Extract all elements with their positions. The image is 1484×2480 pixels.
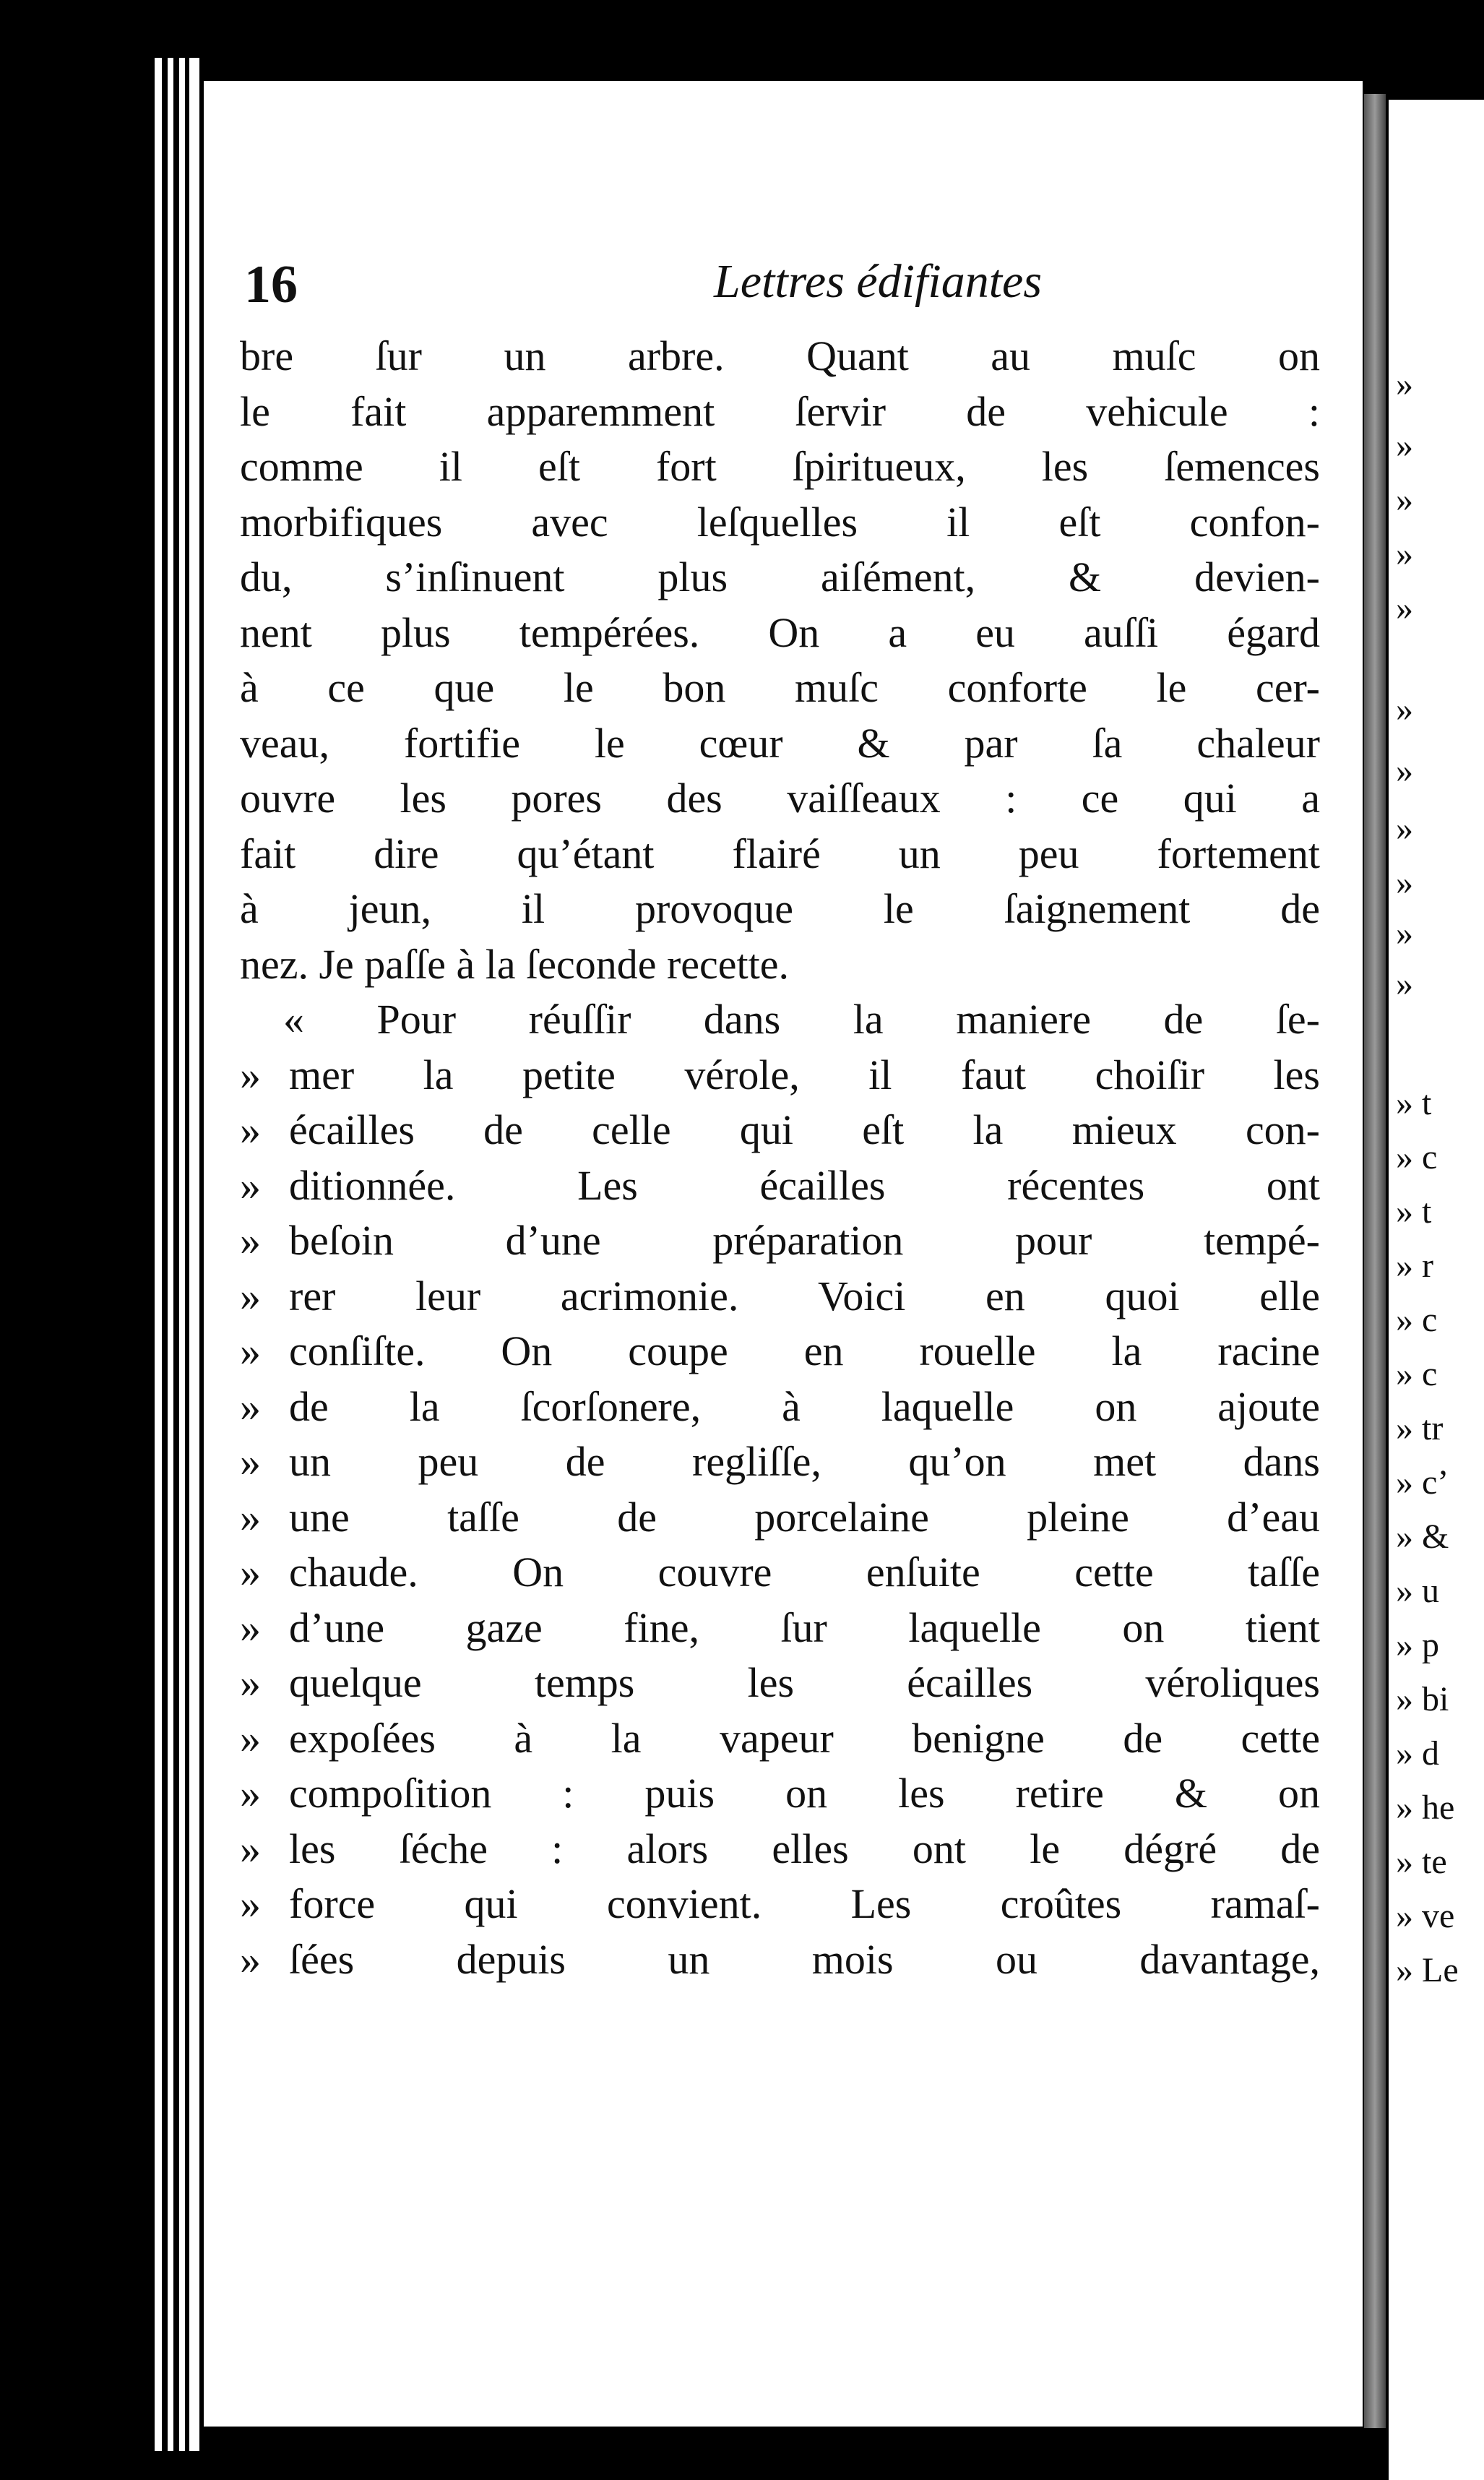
text-line: [240, 1932, 1320, 1988]
line-text: mer la petite vérole, il faut choiſir les: [289, 1051, 1320, 1098]
quote-mark: »: [240, 1382, 261, 1430]
line-text: d’une gaze fine, ſur laquelle on tient: [289, 1603, 1320, 1651]
text-line: [240, 606, 1320, 661]
facing-fragment: » Le: [1396, 1951, 1459, 1989]
facing-fragment: » tr: [1396, 1409, 1444, 1447]
text-line: [240, 495, 1320, 551]
line-text: à ce que le bon muſc conforte le cer-: [240, 664, 1320, 711]
line-text: « Pour réuſſir dans la maniere de ſe-: [283, 996, 1320, 1043]
quote-mark: »: [240, 1051, 261, 1098]
line-text: quelque temps les écailles véroliques: [289, 1659, 1320, 1706]
line-text: rer leur acrimonie. Voici en quoi elle: [289, 1272, 1320, 1319]
line-text: morbifiques avec leſquelles il eſt confon-: [240, 498, 1320, 546]
quote-mark: »: [240, 1161, 261, 1209]
page-edge: [168, 58, 173, 2451]
line-text: veau, fortifie le cœur & par ſa chaleur: [240, 719, 1320, 767]
quote-mark: »: [240, 1327, 261, 1374]
facing-fragment: » u: [1396, 1572, 1439, 1610]
facing-fragment: » t: [1396, 1192, 1432, 1231]
facing-fragment: »: [1396, 365, 1413, 403]
quote-mark: »: [240, 1438, 261, 1485]
line-text: beſoin d’une préparation pour tempé-: [289, 1217, 1320, 1264]
facing-fragment: » d: [1396, 1734, 1439, 1773]
quote-mark: »: [240, 1714, 261, 1762]
line-text: une taſſe de porcelaine pleine d’eau: [289, 1493, 1320, 1541]
facing-fragment: »: [1396, 914, 1413, 952]
text-line: [240, 1877, 1320, 1932]
text-line: [240, 1490, 1320, 1546]
facing-fragment: » c’: [1396, 1463, 1449, 1502]
quote-mark: »: [240, 1217, 261, 1264]
text-line: [240, 1545, 1320, 1601]
quote-mark: »: [240, 1493, 261, 1541]
text-line: [240, 1822, 1320, 1877]
facing-fragment: »: [1396, 426, 1413, 465]
text-line: [240, 1269, 1320, 1325]
text-line: [240, 329, 1320, 384]
quote-mark: »: [240, 1659, 261, 1706]
text-line: [240, 1656, 1320, 1711]
book-gutter: [1364, 94, 1386, 2428]
text-line: [240, 1213, 1320, 1269]
text-line: [240, 1766, 1320, 1822]
text-line: [240, 439, 1320, 495]
text-line: [240, 992, 1320, 1048]
text-line: [240, 1103, 1320, 1158]
page-header: [244, 254, 1328, 319]
line-text: chaude. On couvre enſuite cette taſſe: [289, 1549, 1320, 1596]
line-text: de la ſcorſonere, à laquelle on ajoute: [289, 1382, 1320, 1430]
line-text: ſées depuis un mois ou davantage,: [289, 1935, 1320, 1983]
quote-mark: »: [240, 1106, 261, 1153]
line-text: un peu de regliſſe, qu’on met dans: [289, 1438, 1320, 1485]
facing-fragment: »: [1396, 481, 1413, 519]
facing-fragment: » te: [1396, 1843, 1447, 1881]
text-line: [240, 827, 1320, 882]
facing-fragment: » c: [1396, 1355, 1438, 1393]
page-number: 16: [244, 255, 298, 314]
facing-fragment: » r: [1396, 1247, 1433, 1285]
facing-fragment: » ve: [1396, 1897, 1455, 1935]
facing-fragment: » c: [1396, 1138, 1438, 1176]
text-line: [240, 771, 1320, 827]
text-line: [240, 1601, 1320, 1656]
line-text: conſiſte. On coupe en rouelle la racine: [289, 1327, 1320, 1374]
page-edge: [155, 58, 162, 2451]
line-text: comme il eſt fort ſpiritueux, les ſemences: [240, 443, 1320, 490]
line-text: du, s’inſinuent plus aiſément, & devien-: [240, 554, 1320, 600]
text-line: [240, 937, 1320, 993]
line-text: les ſéche : alors elles ont le dégré de: [289, 1825, 1320, 1872]
quote-mark: »: [240, 1880, 261, 1927]
page-edge: [189, 58, 199, 2451]
line-text: fait dire qu’étant flairé un peu fortement: [240, 830, 1320, 877]
line-text: à jeun, il provoque le ſaignement de: [240, 885, 1320, 932]
line-text: écailles de celle qui eſt la mieux con-: [289, 1106, 1320, 1153]
text-line: [240, 1158, 1320, 1214]
text-line: [240, 1048, 1320, 1103]
text-line: [240, 1324, 1320, 1379]
facing-fragment: »: [1396, 809, 1413, 848]
text-line: [240, 1379, 1320, 1435]
facing-fragment: »: [1396, 864, 1413, 902]
text-line: [240, 1711, 1320, 1767]
page-edge: [179, 58, 185, 2451]
line-text: nent plus tempérées. On a eu auſſi égard: [240, 608, 1320, 656]
facing-fragment: »: [1396, 589, 1413, 627]
text-line: [240, 384, 1320, 440]
body-text: [240, 329, 1320, 1987]
facing-fragment: »: [1396, 690, 1413, 728]
facing-fragment: »: [1396, 535, 1413, 573]
facing-fragment: » p: [1396, 1626, 1439, 1664]
facing-fragment: »: [1396, 965, 1413, 1003]
facing-page: [1389, 100, 1484, 2480]
quote-mark: »: [240, 1272, 261, 1319]
line-text: ditionnée. Les écailles récentes ont: [289, 1161, 1320, 1209]
text-line: [240, 1434, 1320, 1490]
facing-fragment: » &: [1396, 1517, 1449, 1556]
line-text: nez. Je paſſe à la ſeconde recette.: [240, 940, 789, 988]
line-text: bre ſur un arbre. Quant au muſc on: [240, 332, 1320, 379]
line-text: expoſées à la vapeur benigne de cette: [289, 1714, 1320, 1762]
quote-mark: »: [240, 1825, 261, 1872]
text-line: [240, 550, 1320, 606]
running-title: Lettres édifiantes: [714, 255, 1043, 308]
line-text: force qui convient. Les croûtes ramaſ-: [289, 1880, 1320, 1927]
text-line: [240, 716, 1320, 772]
quote-mark: »: [240, 1603, 261, 1651]
quote-mark: »: [240, 1935, 261, 1983]
line-text: ouvre les pores des vaiſſeaux : ce qui a: [240, 775, 1320, 822]
facing-fragment: » c: [1396, 1301, 1438, 1339]
text-line: [240, 882, 1320, 937]
facing-fragment: »: [1396, 752, 1413, 790]
text-line: [240, 660, 1320, 716]
facing-fragment: » t: [1396, 1084, 1432, 1122]
quote-mark: »: [240, 1770, 261, 1817]
facing-fragment: » bi: [1396, 1680, 1449, 1718]
line-text: le fait apparemment ſervir de vehicule :: [240, 387, 1320, 435]
facing-fragment: » he: [1396, 1788, 1455, 1827]
line-text: compoſition : puis on les retire & on: [289, 1770, 1320, 1817]
quote-mark: »: [240, 1549, 261, 1596]
